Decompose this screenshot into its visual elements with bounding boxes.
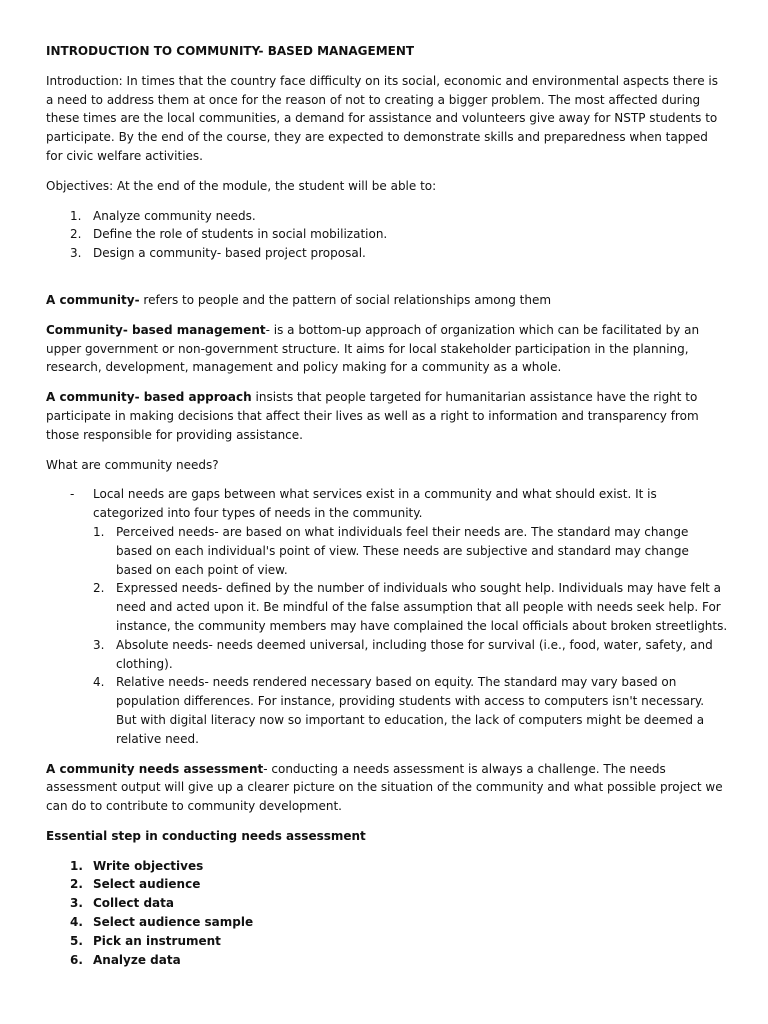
- cna-definition: [46, 760, 728, 816]
- step-item: [46, 857, 728, 876]
- community-text: refers to people and the pattern of social relationships among them: [139, 292, 552, 307]
- step-text: Pick an instrument: [93, 933, 221, 948]
- community-definition: [46, 291, 728, 310]
- objective-text: Define the role of students in social mobilization.: [93, 227, 388, 242]
- needs-types-list: [93, 523, 728, 749]
- step-item: [46, 932, 728, 951]
- need-type-item: [93, 673, 728, 748]
- step-text: Write objectives: [93, 858, 204, 873]
- step-number: 3.: [70, 896, 83, 911]
- step-number: 4.: [70, 915, 83, 930]
- need-type-text: Absolute needs- needs deemed universal, including those for survival (i.e., food, water, safety, and clothing).: [116, 637, 713, 671]
- step-text: Collect data: [93, 896, 174, 911]
- objective-number: 3.: [70, 246, 82, 261]
- needs-list: [46, 485, 728, 748]
- need-type-text: Expressed needs- defined by the number of individuals who sought help. Individuals may have felt a need and acted upon it. Be mindful of the false assumption that all people with needs seek help. For instance, the community members may have complained the local officials about broken streetlights.: [116, 581, 728, 633]
- steps-list: [46, 857, 728, 970]
- step-item: [46, 913, 728, 932]
- community-term: A community-: [46, 292, 140, 307]
- step-item: [46, 951, 728, 970]
- cbm-term: Community- based management: [46, 322, 266, 337]
- blank-line: [46, 274, 728, 291]
- cbm-definition: [46, 321, 728, 377]
- objectives-intro: Objectives: At the end of the module, the student will be able to:: [46, 178, 437, 193]
- objective-text: Analyze community needs.: [93, 208, 256, 223]
- need-type-text: Perceived needs- are based on what individuals feel their needs are. The standard may change based on each individual's point of view. These needs are subjective and standard may change based on each point of view.: [116, 524, 689, 577]
- document-title: INTRODUCTION TO COMMUNITY- BASED MANAGEMENT: [46, 44, 415, 58]
- step-text: Analyze data: [93, 952, 181, 967]
- steps-heading: [46, 827, 728, 846]
- objective-text: Design a community- based project proposal.: [93, 246, 366, 261]
- need-type-item: [93, 523, 728, 579]
- steps-heading-text: Essential step in conducting needs assessment: [46, 828, 366, 843]
- need-type-item: [93, 636, 728, 674]
- need-type-number: 4.: [93, 675, 105, 690]
- dash-marker: -: [70, 487, 75, 502]
- objectives-list: [46, 207, 728, 263]
- step-number: 2.: [70, 877, 83, 892]
- cba-definition: [46, 388, 728, 444]
- objective-item: [46, 207, 728, 226]
- objective-number: 1.: [70, 208, 82, 223]
- step-item: [46, 875, 728, 894]
- cbm-text: - is a bottom-up approach of organization which can be facilitated by an upper government or non-government structure. It aims for local stakeholder participation in the planning, research, development, management and policy making for a community as a whole.: [46, 322, 700, 375]
- cna-text: - conducting a needs assessment is always a challenge. The needs assessment output will give up a clearer picture on the situation of the community and what possible project we can do to contribute to community development.: [46, 761, 723, 814]
- need-type-item: [93, 579, 728, 635]
- step-text: Select audience: [93, 877, 201, 892]
- needs-bullet-item: [46, 485, 728, 748]
- cna-term: A community needs assessment: [46, 761, 264, 776]
- cba-text: insists that people targeted for humanitarian assistance have the right to participate in making decisions that affect their lives as well as a right to information and transparency from those responsible for providing assistance.: [46, 390, 699, 442]
- need-type-number: 2.: [93, 581, 105, 596]
- step-number: 5.: [70, 933, 83, 948]
- step-number: 6.: [70, 952, 83, 967]
- cba-term: A community- based approach: [46, 390, 252, 405]
- need-type-text: Relative needs- needs rendered necessary based on equity. The standard may vary based on population differences. For instance, providing students with access to computers isn't necessary. But with digital literacy now so important to education, the lack of computers might be deemed a relative need.: [116, 675, 705, 746]
- need-type-number: 3.: [93, 637, 105, 652]
- objective-item: [46, 244, 728, 263]
- step-text: Select audience sample: [93, 915, 254, 930]
- needs-bullet-text: Local needs are gaps between what services exist in a community and what should exist. It is categorized into four types of needs in the community.: [93, 487, 657, 521]
- step-number: 1.: [70, 858, 83, 873]
- step-item: [46, 894, 728, 913]
- needs-question: What are community needs?: [46, 457, 219, 472]
- objective-number: 2.: [70, 227, 82, 242]
- objective-item: [46, 225, 728, 244]
- introduction-paragraph: Introduction: In times that the country face difficulty on its social, economic and environmental aspects there is a need to address them at once for the reason of not to creating a bigger problem. The most affected during these times are the local communities, a demand for assistance and volunteers give away for NSTP students to participate. By the end of the course, they are expected to demonstrate skills and preparedness when tapped for civic welfare activities.: [46, 73, 718, 163]
- need-type-number: 1.: [93, 524, 105, 539]
